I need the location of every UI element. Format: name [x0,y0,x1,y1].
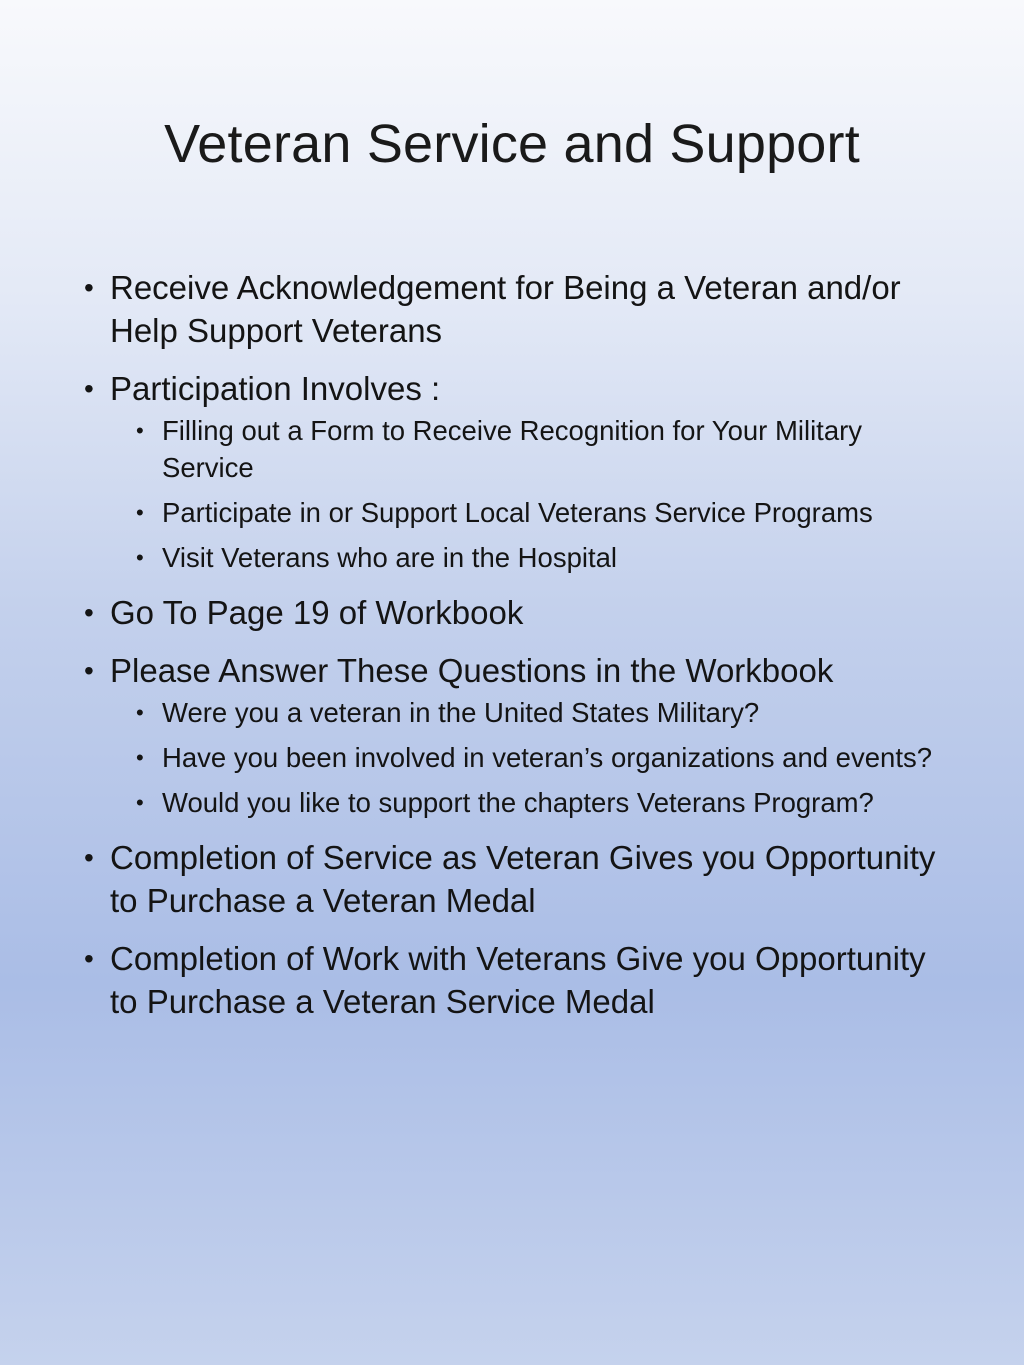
sub-list-item-text: Have you been involved in veteran’s organizations and events? [162,742,932,773]
bullet-icon: • [136,500,144,525]
list-item-text: Go To Page 19 of Workbook [110,594,524,631]
sub-list-item [110,412,944,486]
bullet-icon: • [84,272,94,303]
list-item-text: Completion of Work with Veterans Give you Opportunity to Purchase a Veteran Service Medal [110,940,926,1020]
sub-list [110,412,944,576]
sub-list-item-text: Were you a veteran in the United States Military? [162,697,760,728]
bullet-icon: • [136,418,144,443]
bullet-icon: • [84,943,94,974]
bullet-icon: • [136,700,144,725]
list-item [84,367,944,576]
bullet-icon: • [84,655,94,686]
sub-list-item [110,694,944,731]
list-item-text: Please Answer These Questions in the Workbook [110,652,834,689]
bullet-icon: • [136,545,144,570]
list-item-text: Completion of Service as Veteran Gives you Opportunity to Purchase a Veteran Medal [110,839,936,919]
list-item [84,649,944,821]
sub-list-item-text: Participate in or Support Local Veterans Service Programs [162,497,873,528]
bullet-icon: • [84,842,94,873]
list-item [84,591,944,634]
list-item-text: Receive Acknowledgement for Being a Veteran and/or Help Support Veterans [110,269,901,349]
list-item [84,836,944,922]
bullet-icon: • [84,373,94,404]
list-item [84,266,944,352]
sub-list-item-text: Visit Veterans who are in the Hospital [162,542,618,573]
sub-list-item-text: Would you like to support the chapters Veterans Program? [162,787,874,818]
bullet-icon: • [136,790,144,815]
sub-list-item-text: Filling out a Form to Receive Recognition for Your Military Service [162,415,863,483]
sub-list-item [110,784,944,821]
list-item [84,937,944,1023]
bullet-list [84,266,944,1038]
bullet-icon: • [84,597,94,628]
bullet-icon: • [136,745,144,770]
sub-list-item [110,494,944,531]
sub-list-item [110,539,944,576]
list-item-text: Participation Involves : [110,370,441,407]
sub-list [110,694,944,821]
slide-title: Veteran Service and Support [164,114,860,174]
sub-list-item [110,739,944,776]
